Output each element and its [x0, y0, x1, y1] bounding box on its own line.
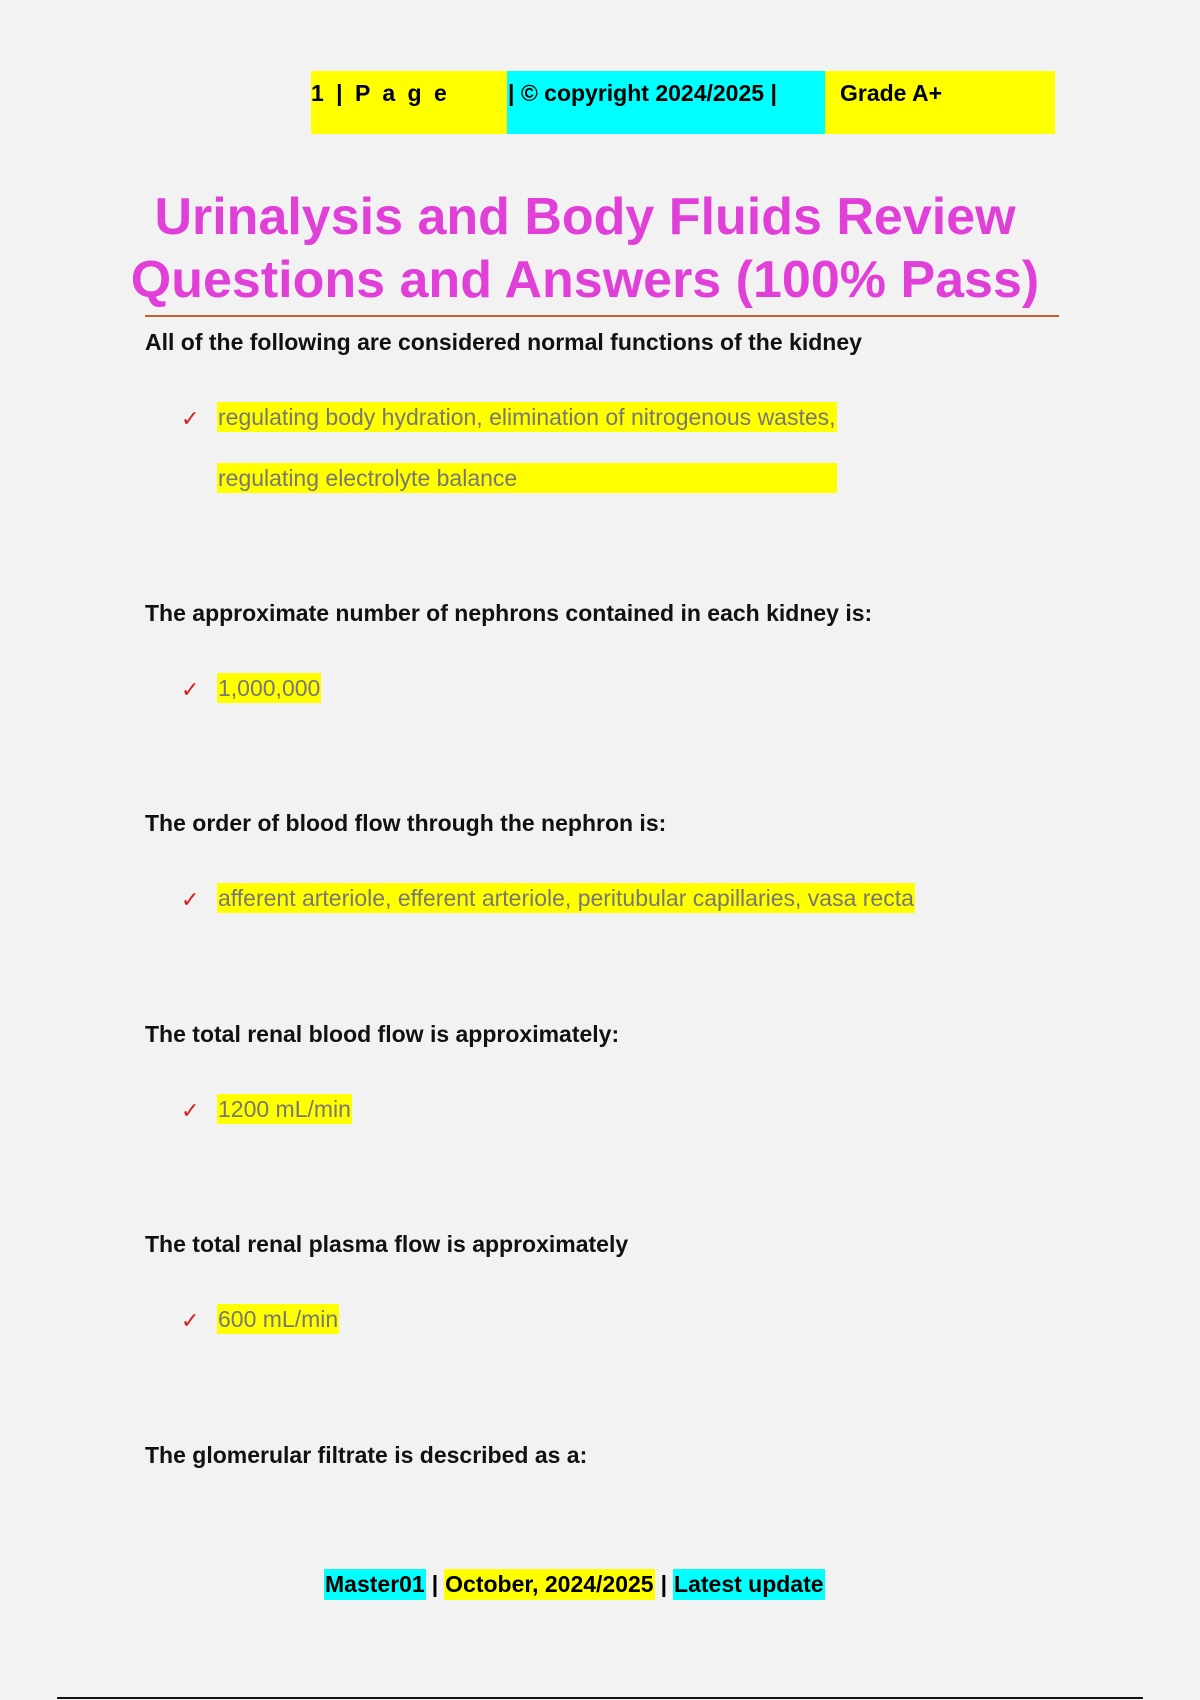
footer-separator: | [660, 1571, 668, 1597]
footer-update: Latest update [673, 1569, 825, 1600]
question-5: The total renal plasma flow is approximately [145, 1231, 629, 1257]
question-4: The total renal blood flow is approximately: [145, 1021, 620, 1047]
answer-5 [181, 1304, 339, 1338]
question-6: The glomerular filtrate is described as a: [145, 1442, 588, 1468]
page-number-label: 1 | P a g e [311, 71, 507, 134]
answer-4 [181, 1094, 352, 1128]
page-header [311, 71, 1055, 134]
grade-label: Grade A+ [825, 71, 1055, 134]
checkmark-icon: ✓ [181, 1308, 200, 1333]
footer-separator: | [431, 1571, 439, 1597]
title-divider [145, 315, 1059, 317]
page-footer [324, 1569, 825, 1600]
answer-2-line-1: 1,000,000 [218, 675, 321, 701]
checkmark-icon: ✓ [181, 1098, 200, 1123]
document-title [60, 186, 1110, 312]
answer-4-line-1: 1200 mL/min [218, 1096, 351, 1122]
footer-author: Master01 [324, 1569, 426, 1600]
question-3: The order of blood flow through the nephron is: [145, 810, 667, 836]
checkmark-icon: ✓ [181, 406, 200, 431]
bottom-divider [57, 1697, 1143, 1699]
answer-3-line-1: afferent arteriole, efferent arteriole, peritubular capillaries, vasa recta [218, 885, 914, 911]
checkmark-icon: ✓ [181, 677, 200, 702]
answer-1 [181, 402, 837, 493]
title-line-2: Questions and Answers (100% Pass) [130, 251, 1040, 309]
answer-1-line-1: regulating body hydration, elimination of nitrogenous wastes, [218, 404, 836, 430]
title-line-1: Urinalysis and Body Fluids Review [154, 188, 1016, 246]
answer-3 [181, 883, 915, 917]
answer-1-line-2: regulating electrolyte balance [217, 463, 837, 493]
answer-5-line-1: 600 mL/min [218, 1306, 339, 1332]
question-2: The approximate number of nephrons contained in each kidney is: [145, 600, 873, 626]
copyright-label: | © copyright 2024/2025 | [507, 71, 825, 134]
footer-date: October, 2024/2025 [444, 1569, 654, 1600]
answer-2 [181, 673, 321, 707]
checkmark-icon: ✓ [181, 887, 200, 912]
question-1: All of the following are considered normal functions of the kidney [145, 329, 862, 355]
